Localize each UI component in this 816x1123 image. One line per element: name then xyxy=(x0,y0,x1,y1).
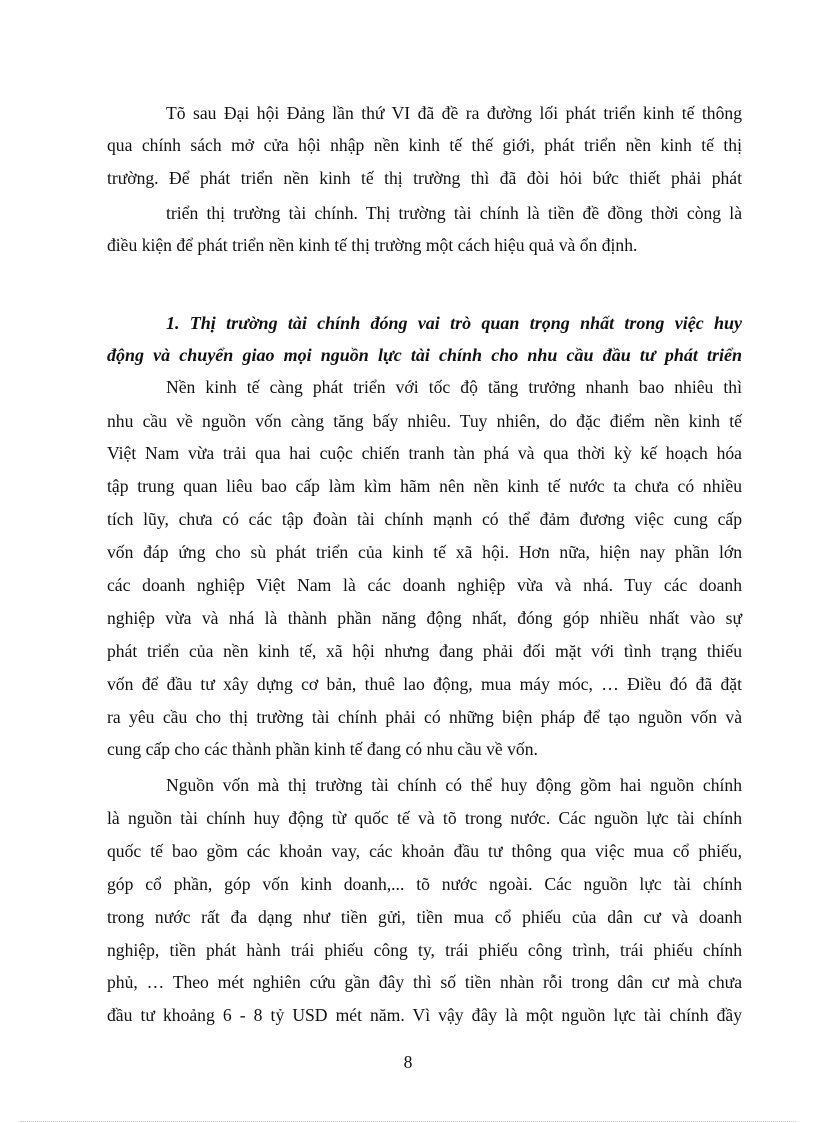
paragraph-line: tập trung quan liêu bao cấp làm kìm hãm nên nền kinh tế nước ta chưa có nhiều xyxy=(107,476,742,496)
paragraph-line: nghiệp, tiền phát hành trái phiếu công ty, trái phiếu công trình, trái phiếu chính xyxy=(107,940,742,960)
paragraph-line: ra yêu cầu cho thị trường tài chính phải có những biện pháp để tạo nguồn vốn và xyxy=(107,707,742,727)
paragraph-line: Việt Nam vừa trải qua hai cuộc chiến tranh tàn phá và qua thời kỳ kế hoạch hóa xyxy=(107,443,742,463)
paragraph-line: tích lũy, chưa có các tập đoàn tài chính mạnh có thể đảm đương việc cung cấp xyxy=(107,509,742,529)
paragraph-line: vốn đáp ứng cho sù phát triển của kinh tế xã hội. Hơn nữa, hiện nay phần lớn xyxy=(107,542,742,562)
paragraph-line: đầu tư khoảng 6 - 8 tỷ USD mét năm. Vì vậy đây là một nguồn lực tài chính đầy xyxy=(107,1005,742,1025)
paragraph-line: Nền kinh tế càng phát triển với tốc độ tăng trưởng nhanh bao nhiêu thì xyxy=(166,377,742,397)
paragraph-line: triển thị trường tài chính. Thị trường tài chính là tiền đề đồng thời còng là xyxy=(166,203,742,223)
paragraph-line: trong nước rất đa dạng như tiền gửi, tiền mua cổ phiếu của dân cư và doanh xyxy=(107,907,742,927)
paragraph-line: qua chính sách mở cửa hội nhập nền kinh tế thế giới, phát triển nền kinh tế thị xyxy=(107,135,742,155)
paragraph-line: nghiệp vừa và nhá là thành phần năng động nhất, đóng góp nhiều nhất vào sự xyxy=(107,608,742,628)
paragraph-line: Tõ sau Đại hội Đảng lần thứ VI đã đề ra đường lối phát triển kinh tế thông xyxy=(166,103,742,123)
paragraph-line: phát triển của nền kinh tế, xã hội nhưng đang phải đối mặt với tình trạng thiếu xyxy=(107,641,742,661)
heading-line: động và chuyển giao mọi nguồn lực tài chính cho nhu cầu đầu tư phát triển xyxy=(107,345,742,365)
paragraph-line: quốc tế bao gồm các khoản vay, các khoản đầu tư thông qua việc mua cổ phiếu, xyxy=(107,841,742,861)
page-bottom-divider xyxy=(20,1121,796,1122)
paragraph-line: vốn để đầu tư xây dựng cơ bản, thuê lao động, mua máy móc, … Điều đó đã đặt xyxy=(107,674,742,694)
paragraph-line: nhu cầu về nguồn vốn càng tăng bấy nhiêu. Tuy nhiên, do đặc điểm nền kinh tế xyxy=(107,411,742,431)
paragraph-line: cung cấp cho các thành phần kinh tế đang có nhu cầu về vốn. xyxy=(107,739,538,759)
paragraph-line: trường. Để phát triển nền kinh tế thị trường thì đã đòi hỏi bức thiết phải phát xyxy=(107,168,742,188)
page-number: 8 xyxy=(403,1052,413,1072)
paragraph-line: phủ, … Theo mét nghiên cứu gần đây thì số tiền nhàn rỗi trong dân cư mà chưa xyxy=(107,972,742,992)
heading-line: 1. Thị trường tài chính đóng vai trò quan trọng nhất trong việc huy xyxy=(166,313,742,333)
paragraph-line: là nguồn tài chính huy động từ quốc tế và tõ trong nước. Các nguồn lực tài chính xyxy=(107,808,742,828)
paragraph-line: các doanh nghiệp Việt Nam là các doanh nghiệp vừa và nhá. Tuy các doanh xyxy=(107,575,742,595)
paragraph-line: Nguồn vốn mà thị trường tài chính có thể huy động gồm hai nguồn chính xyxy=(166,775,742,795)
paragraph-line: góp cổ phần, góp vốn kinh doanh,... tõ nước ngoài. Các nguồn lực tài chính xyxy=(107,874,742,894)
paragraph-line: điều kiện để phát triển nền kinh tế thị trường một cách hiệu quả và ổn định. xyxy=(107,235,638,255)
